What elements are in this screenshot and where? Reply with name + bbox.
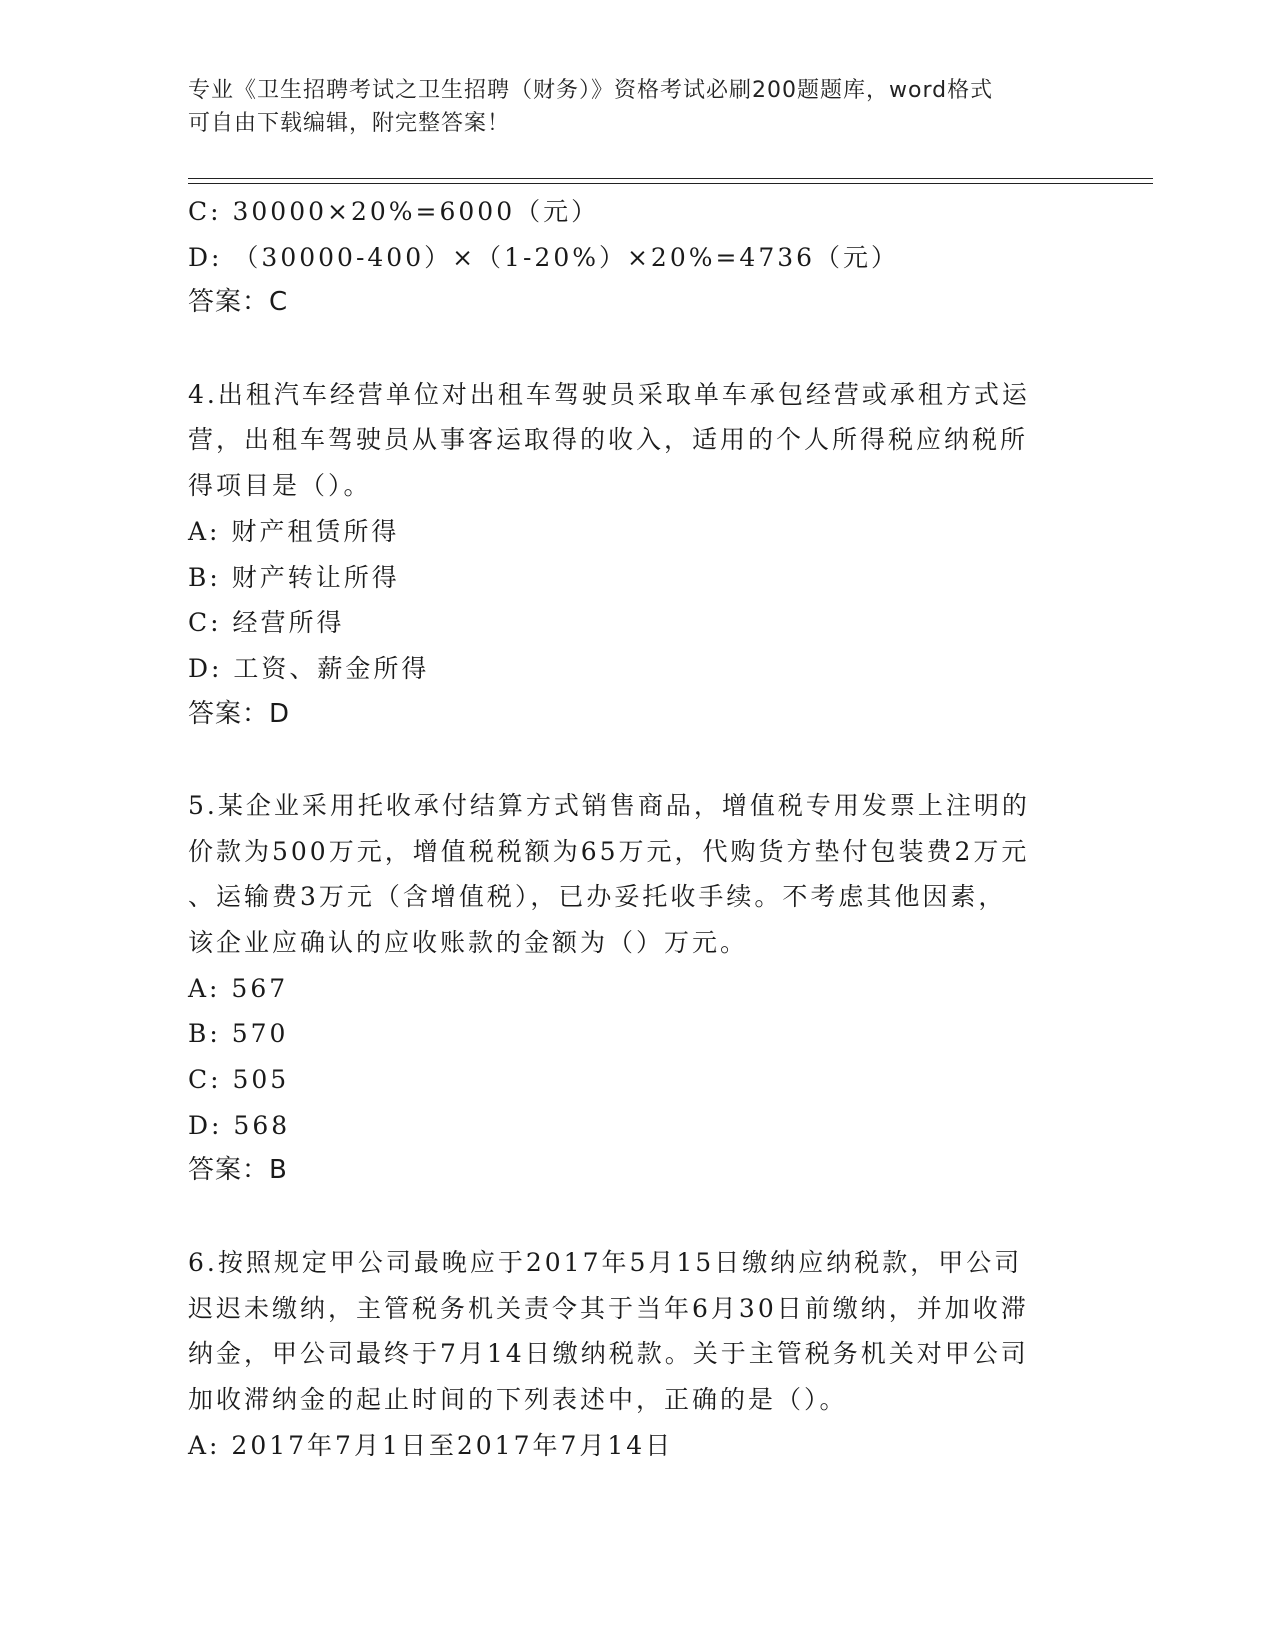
option-d: D: （30000-400）×（1-20%）×20%=4736（元） (188, 242, 900, 272)
question-stem-line: 得项目是（）。 (188, 471, 372, 501)
spacer (188, 737, 1088, 783)
spacer (188, 1194, 1088, 1240)
option-d: D: 工资、薪金所得 (188, 653, 430, 683)
question-stem-line: 4.出租汽车经营单位对出租车驾驶员采取单车承包经营或承租方式运 (188, 379, 1030, 409)
spacer (188, 326, 1088, 372)
answer-line: 答案：D (188, 698, 291, 729)
question-stem-line: 6.按照规定甲公司最晚应于2017年5月15日缴纳应纳税款，甲公司 (188, 1247, 1023, 1277)
question-stem-line: 5.某企业采用托收承付结算方式销售商品，增值税专用发票上注明的 (188, 790, 1030, 820)
answer-line: 答案：B (188, 1155, 288, 1186)
option-a: A: 2017年7月1日至2017年7月14日 (188, 1430, 674, 1460)
option-b: B: 570 (188, 1019, 289, 1049)
question-5 (188, 783, 1088, 1194)
question-stem-line: 营，出租车驾驶员从事客运取得的收入，适用的个人所得税应纳税所 (188, 425, 1029, 455)
option-a: A: 财产租赁所得 (188, 516, 400, 546)
header-title-line-2: 可自由下载编辑，附完整答案！ (188, 111, 511, 136)
option-c: C: 30000×20%=6000（元） (188, 197, 600, 226)
answer-line: 答案：C (188, 287, 289, 318)
option-d: D: 568 (188, 1110, 291, 1140)
question-4 (188, 372, 1088, 738)
question-stem-line: 、运输费3万元（含增值税），已办妥托收手续。不考虑其他因素， (188, 882, 1007, 912)
option-b: B: 财产转让所得 (188, 562, 400, 592)
header-title-line-1: 专业《卫生招聘考试之卫生招聘（财务）》资格考试必刷200题题库，word格式 (188, 78, 994, 103)
option-c: C: 经营所得 (188, 608, 345, 638)
question-stem-line: 加收滞纳金的起止时间的下列表述中，正确的是（）。 (188, 1384, 848, 1414)
question-stem-line: 迟迟未缴纳，主管税务机关责令其于当年6月30日前缴纳，并加收滞 (188, 1293, 1029, 1323)
question-stem-line: 纳金，甲公司最终于7月14日缴纳税款。关于主管税务机关对甲公司 (188, 1339, 1029, 1369)
option-c: C: 505 (188, 1065, 290, 1095)
header-divider-bottom (188, 183, 1153, 184)
header-divider-top (188, 178, 1153, 179)
question-6 (188, 1240, 1088, 1468)
question-stem-line: 价款为500万元，增值税税额为65万元，代购货方垫付包装费2万元 (188, 836, 1030, 866)
document-body (188, 189, 1088, 1468)
question-stem-line: 该企业应确认的应收账款的金额为（）万元。 (188, 928, 749, 957)
option-a: A: 567 (188, 973, 289, 1003)
document-header (188, 74, 1088, 140)
